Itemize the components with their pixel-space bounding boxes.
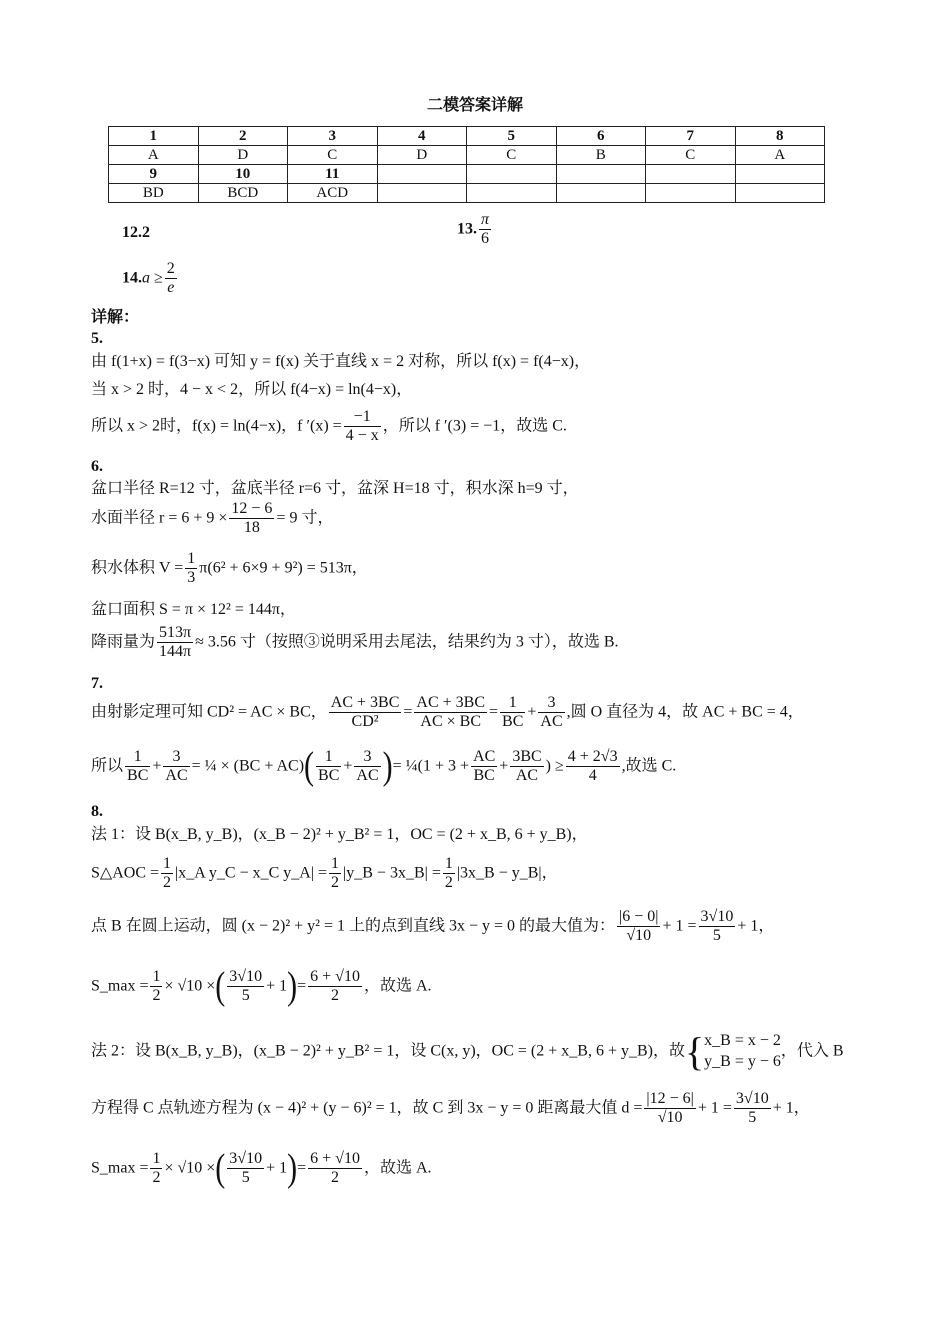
answer-table-cell [646,184,736,203]
q6-line-3: 积水体积 V = $\frac{1}{3}$ π(6² + 6×9 + 9²) = 513π， [91,550,368,587]
answer-table-cell: 1 [109,127,199,146]
answer-table-cell: 10 [198,165,288,184]
page-title: 二模答案详解 [426,97,523,114]
q6-line-4: 盆口面积 S = π × 12² = 144π， [91,601,296,618]
q6-line-1: 盆口半径 R=12 寸，盆底半径 r=6 寸，盆深 H=18 寸，积水深 h=9 寸， [91,480,579,497]
answer-table [108,126,825,203]
q8-number: 8. [91,803,103,820]
answer-table-row [109,165,825,184]
answer-table-cell: D [198,146,288,165]
q6-number: 6. [91,458,103,475]
answer-table-cell: 2 [198,127,288,146]
answer-table-cell: A [109,146,199,165]
q5-number: 5. [91,330,103,347]
answer-table-cell [467,165,557,184]
answer-table-cell [377,184,467,203]
answer-table-cell [646,165,736,184]
answer-14: 14.a ≥ $\frac{2}{e}$ [122,260,175,297]
answer-table-cell: 4 [377,127,467,146]
answer-table-cell: B [556,146,646,165]
q7-number: 7. [91,675,103,692]
answer-table-row [109,184,825,203]
q8-line-7: S_max = $\frac{1}{2}$ × √10 ×( $\frac{3√10}{5}$ + 1)= $\frac{6 + √10}{2}$ ，故选 A. [91,1146,432,1190]
explain-label: 详解： [91,309,140,326]
answer-12: 12.2 [122,224,150,241]
answer-table-cell: 7 [646,127,736,146]
q5-line-3: 所以 x > 2时，f(x) = ln(4−x)，f ′(x) = $\frac{-1}{4 - x}$ ，所以 f ′(3) = −1，故选 C. [91,408,567,445]
answer-table-cell: 3 [288,127,378,146]
q8-line-2: S△AOC = $\frac{1}{2}$ |x_A y_C − x_C y_A| = $\frac{1}{2}$ |y_B − 3x_B| = $\frac{1}{2}$ |3x_B − y_B|， [91,855,558,892]
answer-table-cell: ACD [288,184,378,203]
q8-line-3: 点 B 在圆上运动，圆 (x − 2)² + y² = 1 上的点到直线 3x − y = 0 的最大值为： $\frac{|6 - 0|}{√10}$ + 1 = $\frac{3√10}{5}$ + 1， [91,908,775,945]
answer-table-cell: 5 [467,127,557,146]
q8-line-1: 法 1：设 B(x_B, y_B)，(x_B − 2)² + y_B² = 1，OC = (2 + x_B, 6 + y_B)， [91,826,588,843]
answer-table-cell [556,165,646,184]
q7-line-2: 所以 $\frac{1}{BC}$ + $\frac{3}{AC}$ = ¼ × (BC + AC)( $\frac{1}{BC}$ + $\frac{3}{AC}$ )= ¼(1 + 3 + $\frac{AC}{BC}$ + $\frac{3BC}{AC}$ ) ≥ $\frac{4 + 2√3}{4}$ ,故选 C. [91,744,677,788]
q8-line-6: 方程得 C 点轨迹方程为 (x − 4)² + (y − 6)² = 1，故 C 到 3x − y = 0 距离最大值 d = $\frac{|12 - 6|}{√10}$ + 1 = $\frac{3√10}{5}$ + 1， [91,1090,810,1127]
q5-line-2: 当 x > 2 时，4 − x < 2，所以 f(4−x) = ln(4−x)， [91,381,413,398]
answer-table-cell: 8 [735,127,825,146]
answer-table-cell: 11 [288,165,378,184]
answer-table-cell [735,184,825,203]
answer-table-cell: D [377,146,467,165]
answer-table-cell: 9 [109,165,199,184]
q8-line-4: S_max = $\frac{1}{2}$ × √10 ×( $\frac{3√10}{5}$ + 1)= $\frac{6 + √10}{2}$ ，故选 A. [91,964,432,1008]
answer-table-cell: BCD [198,184,288,203]
answer-table-cell: 6 [556,127,646,146]
answer-table-row [109,146,825,165]
q6-line-2: 水面半径 r = 6 + 9 × $\frac{12 - 6}{18}$ = 9 寸， [91,500,334,537]
answer-table-cell: C [467,146,557,165]
answer-table-cell [735,165,825,184]
answer-table-cell [467,184,557,203]
answer-table-cell: C [288,146,378,165]
q6-line-5: 降雨量为 $\frac{513\pi}{144\pi}$ ≈ 3.56 寸（按照③说明采用去尾法，结果约为 3 寸），故选 B. [91,624,619,661]
q7-line-1: 由射影定理可知 CD² = AC × BC， $\frac{AC + 3BC}{\text{CD²}}$ = $\frac{AC + 3BC}{AC \times BC}$ = $\frac{1}{BC}$ + $\frac{3}{AC}$ ,圆 O 直径为 4，故 AC + BC = 4， [91,694,804,731]
answer-table-cell: BD [109,184,199,203]
answer-table-cell: C [646,146,736,165]
answer-table-cell [377,165,467,184]
q5-line-1: 由 f(1+x) = f(3−x) 可知 y = f(x) 关于直线 x = 2 对称，所以 f(x) = f(4−x)， [91,353,591,370]
answer-13: 13. $\frac{\pi}{6}$ [457,211,490,248]
q8-line-5: 法 2：设 B(x_B, y_B)，(x_B − 2)² + y_B² = 1，设 C(x, y)，OC = (2 + x_B, 6 + y_B)，故{ x_B = x − 2 y_B = y − 6 ，代入 B [91,1029,844,1074]
answer-table-row [109,127,825,146]
answer-table-cell [556,184,646,203]
answer-table-cell: A [735,146,825,165]
